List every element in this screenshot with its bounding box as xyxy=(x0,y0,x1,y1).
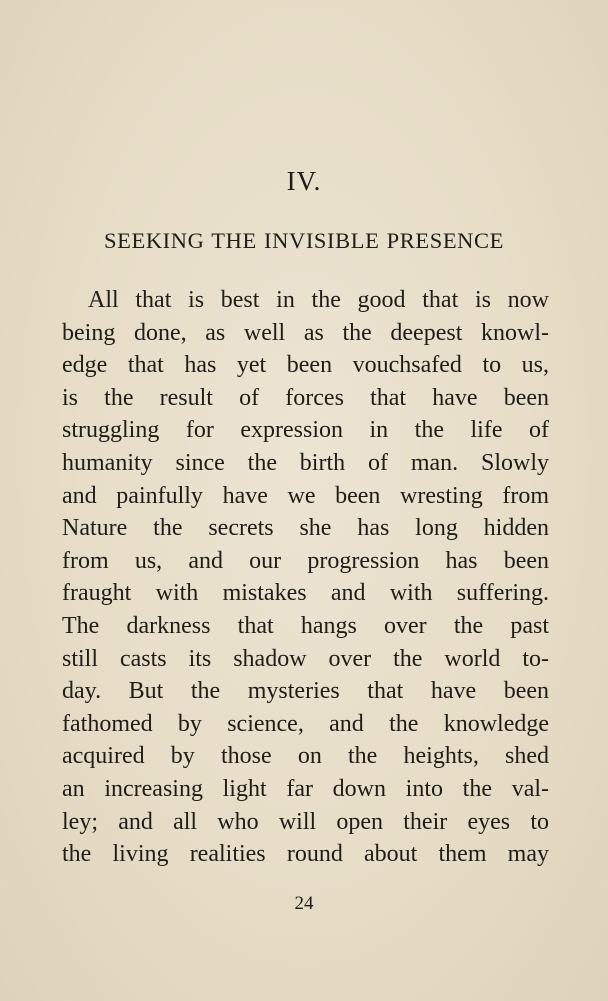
text-line: acquired by those on the heights, shed xyxy=(62,743,549,770)
text-line: All that is best in the good that is now xyxy=(88,287,549,313)
text-line: still casts its shadow over the world to- xyxy=(62,645,549,672)
text-line: Nature the secrets she has long hidden xyxy=(62,515,549,542)
text-line: the living realities round about them may xyxy=(62,841,549,868)
text-line: fathomed by science, and the knowledge xyxy=(62,710,549,737)
text-line: from us, and our progression has been xyxy=(62,547,549,574)
chapter-number: IV. xyxy=(286,166,322,196)
page-number: 24 xyxy=(294,893,314,914)
text-line: and painfully have we been wresting from xyxy=(62,482,549,509)
text-line: is the result of forces that have been xyxy=(62,384,549,411)
chapter-title: SEEKING THE INVISIBLE PRESENCE xyxy=(104,228,504,253)
body-paragraph xyxy=(62,284,549,871)
text-line: edge that has yet been vouchsafed to us, xyxy=(62,352,549,379)
text-line: struggling for expression in the life of xyxy=(62,417,549,444)
text-line: an increasing light far down into the val- xyxy=(62,775,549,802)
text-line: day. But the mysteries that have been xyxy=(62,678,549,705)
text-line: humanity since the birth of man. Slowly xyxy=(62,449,549,476)
text-line: fraught with mistakes and with suffering. xyxy=(62,580,549,607)
text-line: The darkness that hangs over the past xyxy=(62,612,549,639)
text-line: ley; and all who will open their eyes to xyxy=(62,808,549,835)
text-line: being done, as well as the deepest knowl- xyxy=(62,319,549,346)
